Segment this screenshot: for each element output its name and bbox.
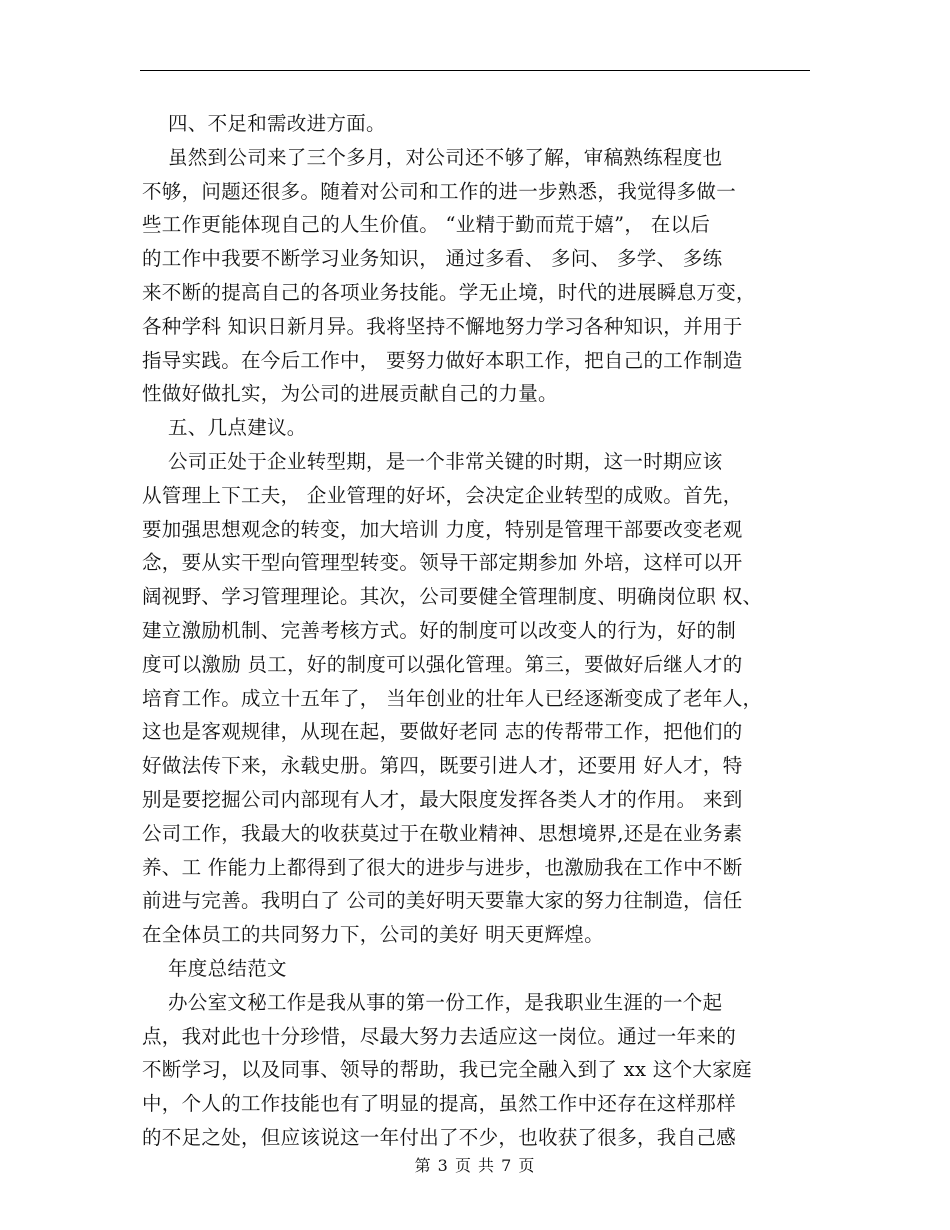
text-line: 点，我对此也十分珍惜，尽最大努力去适应这一岗位。通过一年来的 [142,1024,737,1048]
text-line: 别是要挖掘公司内部现有人才，最大限度发挥各类人才的作用。 来到 [142,787,743,811]
header-rule [140,70,810,71]
text-line: 年度总结范文 [142,956,287,980]
text-line: 好做法传下来，永载史册。第四，既要引进人才，还要用 好人才，特 [142,754,743,778]
page-number-footer: 第 3 页 共 7 页 [414,1156,536,1175]
text-line: 不断学习，以及同事、领导的帮助，我已完全融入到了 xx 这个大家庭 [142,1058,752,1082]
text-line: 些工作更能体现自己的人生价值。 “业精于勤而荒于嬉”， 在以后 [142,213,711,237]
text-line: 要加强思想观念的转变，加大培训 力度，特别是管理干部要改变老观 [142,517,743,541]
text-line: 养、工 作能力上都得到了很大的进步与进步，也激励我在工作中不断 [142,855,743,879]
text-line: 虽然到公司来了三个多月，对公司还不够了解，审稿熟练程度也 [142,145,723,169]
text-line: 度可以激励 员工，好的制度可以强化管理。第三，要做好后继人才的 [142,652,743,676]
text-line: 办公室文秘工作是我从事的第一份工作，是我职业生涯的一个起 [142,990,723,1014]
body-text [142,107,814,1155]
text-line: 念，要从实干型向管理型转变。领导干部定期参加 外培，这样可以开 [142,551,743,575]
text-line: 这也是客观规律，从现在起，要做好老同 志的传帮带工作，把他们的 [142,720,743,744]
text-line: 的不足之处，但应该说这一年付出了不少，也收获了很多，我自己感 [142,1125,737,1149]
text-line: 来不断的提高自己的各项业务技能。学无止境，时代的进展瞬息万变， [142,280,756,304]
text-line: 五、几点建议。 [142,416,307,440]
text-line: 的工作中我要不断学习业务知识， 通过多看、 多问、 多学、 多练 [142,247,723,271]
text-line: 建立激励机制、完善考核方式。好的制度可以改变人的行为，好的制 [142,618,737,642]
text-line: 性做好做扎实，为公司的进展贡献自己的力量。 [142,382,558,406]
text-line: 从管理上下工夫， 企业管理的好坏，会决定企业转型的成败。首先， [142,483,743,507]
text-line: 公司正处于企业转型期，是一个非常关键的时期，这一时期应该 [142,449,723,473]
text-line: 公司工作，我最大的收获莫过于在敬业精神、思想境界,还是在业务素 [142,821,743,845]
text-line: 前进与完善。我明白了 公司的美好明天要靠大家的努力往制造，信任 [142,889,743,913]
text-line: 不够，问题还很多。随着对公司和工作的进一步熟悉，我觉得多做一 [142,179,737,203]
text-line: 阔视野、学习管理理论。其次，公司要健全管理制度、明确岗位职 权、 [142,585,763,609]
text-line: 中，个人的工作技能也有了明显的提高，虽然工作中还存在这样那样 [142,1092,737,1116]
text-line: 在全体员工的共同努力下，公司的美好 明天更辉煌。 [142,923,604,947]
text-line: 培育工作。成立十五年了， 当年创业的壮年人已经逐渐变成了老年人， [142,686,763,710]
text-line: 四、不足和需改进方面。 [142,112,386,135]
text-line: 各种学科 知识日新月异。我将坚持不懈地努力学习各种知识，并用于 [142,314,743,338]
text-line: 指导实践。在今后工作中， 要努力做好本职工作，把自己的工作制造 [142,348,743,372]
